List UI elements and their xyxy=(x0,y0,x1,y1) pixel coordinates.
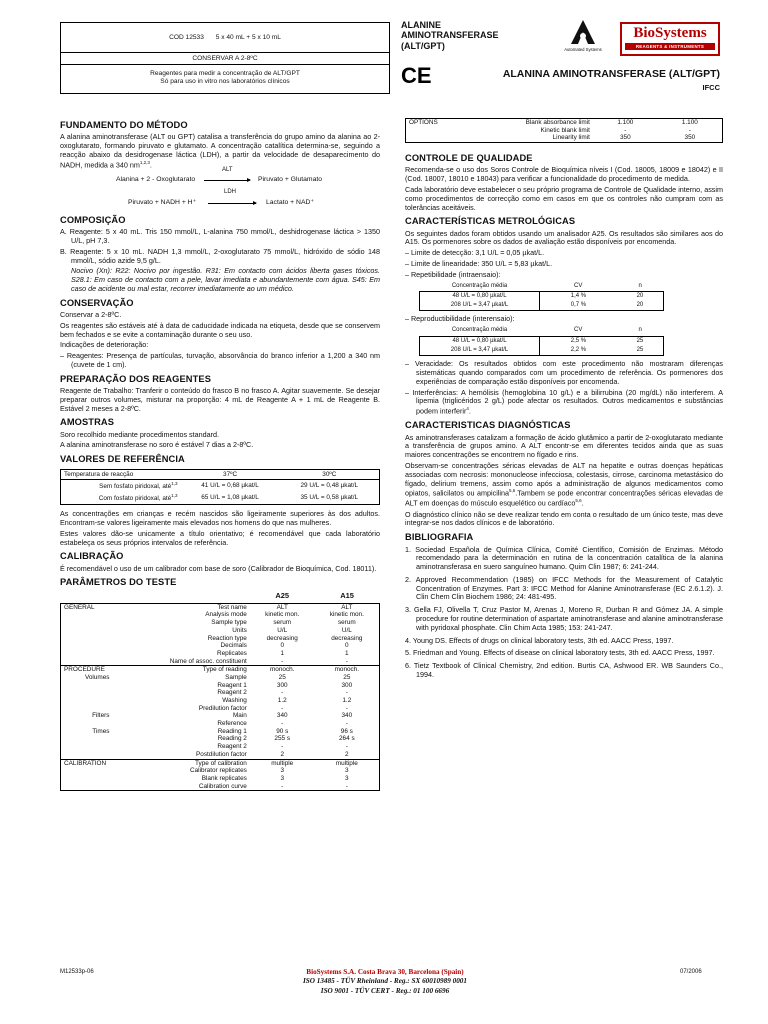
table-row: Decimals 0 0 xyxy=(220,642,349,650)
table-row: Units U/L U/L xyxy=(232,626,352,634)
heading-metrologicas: CARACTERÍSTICAS METROLÓGICAS xyxy=(405,216,576,227)
table-row: Reagent 2 - - xyxy=(217,689,348,697)
table-row: Calibration curve - - xyxy=(198,782,348,790)
diag-1: As aminotransferases catalizam a formação de ácido glutâmico a partir de 2-oxoglutarato mediante a transferência de grupos amino. A ALT encontr-se em diferentes tecidos ainda que as suas maiores concentrações se encontrem no fígado e rins. xyxy=(405,432,723,460)
metro-5: – Reproductibilidade (interensaio): xyxy=(405,314,515,324)
metro-1: Os seguintes dados foram obtidos usando um analisador A25. Os resultados são similares aos do A15. Os pormenores sobre os dados de avaliação estão disponíveis por encomenda. xyxy=(405,228,723,247)
valores-2: Estes valores dão-se unicamente a título orientativo; é recomendável que cada laboratório estabeleça os seus próprios intervalos de referência. xyxy=(60,528,380,547)
footer-code: M12533p-06 xyxy=(60,969,94,975)
table-row: Linearity limit 350 350 xyxy=(552,134,696,142)
table-row: Reading 2 255 s 264 s xyxy=(217,735,355,743)
table-row: Volumes Sample 25 25 xyxy=(61,674,380,682)
heading-calibracao: CALIBRAÇÃO xyxy=(60,551,124,562)
list-item: 4. Young DS. Effects of drugs on clinical laboratory tests, 3th ed. AACC Press, 1997. xyxy=(405,635,674,645)
storage-row: CONSERVAR A 2-8ºC xyxy=(61,53,389,65)
page-title: ALANINA AMINOTRANSFERASE (ALT/GPT) xyxy=(502,68,720,80)
table-row: Times Reading 1 90 s 96 s xyxy=(61,728,380,736)
conservacao-2: Os reagentes são estáveis até à data de caducidade indicada na etiqueta, desde que se conservem bem fechados e se evite a contaminação durante o seu uso. xyxy=(60,320,380,339)
logo-as-text: Automated Systems xyxy=(564,47,602,53)
heading-composicao: COMPOSIÇÃO xyxy=(60,214,126,225)
fundamento-text: A alanina aminotransferase (ALT ou GPT) catalisa a transferência do grupo amino da alanina ao 2-oxoglutarato, formando piruvato e glutamato. A concentração catalítica determina-se, seguindo a reacção abaixo da desidrogenase láctica (LDH), a partir da velocidade de desaparecimento do NADH, medida a 340 nm$^{1,2,3}$. xyxy=(60,132,380,170)
table-row: Reaction type decreasing decreasing xyxy=(207,634,363,642)
table-row: 48 U/L = 0,80 µkat/L 2,5 % 25 xyxy=(420,336,664,346)
metro-2: – Limite de detecção: 3,1 U/L = 0,05 µkat/L. xyxy=(405,248,545,258)
params-section-label: GENERAL xyxy=(64,603,95,611)
qc-1: Recomenda-se o uso dos Soros Controle de Bioquímica níveis I (Cod. 18005, 18009 e 18042) e II (Cod. 18007, 18010 e 18043) para verificar a funcionalidade do procedimento de medida. xyxy=(405,165,723,184)
amostras-1: Soro recolhido mediante procedimentos standard. xyxy=(60,429,220,439)
repeatability-table: Concentração média CV n 48 U/L = 0,80 µkat/L 1,4 % 20 208 U/L = 3,47 µkat/L 0,7 % 20 xyxy=(419,282,664,312)
params-section-label: PROCEDURE xyxy=(64,666,105,674)
metro-3: – Limite de linearidade: 350 U/L = 5,83 µkat/L. xyxy=(405,258,553,268)
params-body xyxy=(61,603,380,791)
footer-iso-1: ISO 13485 - TÜV Rheinland - Reg.: SX 60010989 0001 xyxy=(303,977,467,986)
right-column xyxy=(405,116,723,684)
eq1-right: Piruvato + Glutamato xyxy=(258,175,323,183)
automated-systems-logo xyxy=(556,18,610,58)
heading-amostras: AMOSTRAS xyxy=(60,417,114,428)
eq2-right: Lactato + NAD⁺ xyxy=(266,198,314,206)
table-row: Reagent 1 300 300 xyxy=(217,681,353,689)
conservacao-1: Conservar a 2-8ºC. xyxy=(60,309,122,319)
options-table xyxy=(405,118,723,143)
options-section-label: OPTIONS xyxy=(409,119,438,126)
preparacao-text: Reagente de Trabalho: Tranferir o conteúdo do frasco B no frasco A. Agitar suavemente. Se desejar preparar outros volumes, misturar na proporção: 4 mL de Reagente A + 1 mL de Reagente B. Estável 2 meses a 2-8ºC. xyxy=(60,385,380,413)
heading-qc: CONTROLE DE QUALIDADE xyxy=(405,153,533,164)
footer-iso-2: ISO 9001 - TÜV CERT - Reg.: 01 100 6696 xyxy=(320,986,450,995)
bibliography-list xyxy=(405,546,723,680)
eq2-enzyme: LDH xyxy=(224,188,237,195)
table-row: Calibrator replicates 3 3 xyxy=(189,767,349,775)
metro-6: – Veracidade: Os resultados obtidos com este procedimento não mostraram diferenças sistemáticas quando comparados com um procedimento de referência. Os pormenores dos experiências de comparação estão disponíveis por encomenda. xyxy=(405,359,723,386)
reference-values-table xyxy=(60,469,380,506)
qc-2: Cada laboratório deve estabelecer o seu próprio programa de Controle de Qualidade interno, assim como procedimentos de correcção como em casos em que os controles não cumpram com as tolerâncias aceitáveis. xyxy=(405,184,723,212)
ref-header-1: 37ºC xyxy=(223,470,238,478)
table-row: Predilution factor - - xyxy=(198,704,348,712)
eq1-arrow-icon xyxy=(204,180,250,181)
table-row: PROCEDURE Type of reading monoch. monoch. xyxy=(61,666,380,674)
header-code-row xyxy=(61,23,389,53)
footer-address: Costa Brava 30, Barcelona (Spain) xyxy=(357,968,464,976)
table-row: Washing 1.2 1.2 xyxy=(222,697,352,705)
page-subtitle: IFCC xyxy=(702,83,720,92)
header-info-box xyxy=(60,22,390,94)
product-code: COD 12533 xyxy=(169,34,204,41)
heading-valores: VALORES DE REFERÊNCIA xyxy=(60,454,185,465)
list-item: 6. Tietz Textbook of Clinical Chemistry, 2nd edition. Burtis CA, Ashwood ER. WB Saunders Co., 1994. xyxy=(405,661,723,679)
eq2-left: Piruvato + NADH + H⁺ xyxy=(128,198,197,206)
heading-parametros: PARÂMETROS DO TESTE xyxy=(60,577,177,588)
ce-mark-icon xyxy=(401,63,432,88)
diag-3: O diagnóstico clínico não se deve realizar tendo em conta o resultado de um único teste, mas deve integrar-se nos dados clínicos e de laboratório. xyxy=(405,509,723,528)
table-row: OPTIONS Blank absorbance limit 1.100 1.100 xyxy=(406,119,723,127)
table-row: Postdilution factor 2 2 xyxy=(196,750,349,758)
table-row: GENERAL Test name ALT ALT xyxy=(64,603,353,611)
conservacao-4: – Reagentes: Presença de partículas, turvação, absorvância do branco inferior a 1,200 a 340 nm (cuvete de 1 cm). xyxy=(60,351,380,369)
left-column xyxy=(60,116,380,791)
list-item: 1. Sociedad Española de Química Clínica, Comité Científico, Comisión de Enzimas. Método recomendado para la determinación en rutina de la concentración catalítica de la alanina aminotransferasa en suero sanguíneo humano. Quim Clin 1987; 6: 241-244. xyxy=(405,544,723,572)
heading-diagnosticas: CARACTERISTICAS DIAGNÓSTICAS xyxy=(405,420,571,431)
heading-bibliografia: BIBLIOGRAFIA xyxy=(405,532,474,543)
test-parameters-table xyxy=(60,591,380,792)
use-line-1: Reagentes para medir a concentração de ALT/GPT xyxy=(150,70,300,77)
params-section-label: CALIBRATION xyxy=(64,759,107,767)
list-item: 3. Gella FJ, Olivella T, Cruz Pastor M, Arenas J, Moreno R, Durban R and Gómez JA. A simple procedure for routine determination of aspartate aminotransferase and alanine aminotransferase with pyridoxal phosphate. Clin Chim Acta 1985; 153: 241-247. xyxy=(405,605,723,632)
calibracao-text: É recomendável o uso de um calibrador com base de soro (Calibrador de Bioquímica, Cod. 18011). xyxy=(60,563,377,573)
heading-conservacao: CONSERVAÇÃO xyxy=(60,297,134,308)
metro-7: – Interferências: A hemólisis (hemoglobina 10 g/L) e a bilirrubina (20 mg/dL) não interferem. A lipemia (triglicéridos 2 g/L) pode afectar os resultados. Outros medicamentos e substâncias podem interferir$^4$. xyxy=(405,387,723,416)
table-row: Reference - - xyxy=(217,720,348,728)
table-row: 208 U/L = 3,47 µkat/L 2,2 % 25 xyxy=(420,346,664,356)
product-name: ALANINE AMINOTRANSFERASE (ALT/GPT) xyxy=(401,20,499,51)
automated-systems-icon xyxy=(568,18,598,46)
table-row: Sem fosfato piridoxal, até$^{1,3}$ 41 U/L = 0,68 µkat/L 29 U/L = 0,48 µkat/L xyxy=(99,481,359,491)
eq1-enzyme: ALT xyxy=(222,166,233,173)
product-pack: 5 x 40 mL + 5 x 10 mL xyxy=(215,34,281,41)
heading-fundamento: FUNDAMENTO DO MÉTODO xyxy=(60,120,188,130)
table-row: 208 U/L = 3,47 µkat/L 0,7 % 20 xyxy=(420,301,664,311)
param-head-a15: A15 xyxy=(340,590,354,600)
table-row: Com fosfato piridoxal, até$^{1,3}$ 65 U/L = 1,08 µkat/L 35 U/L = 0,58 µkat/L xyxy=(98,493,359,503)
use-row xyxy=(61,65,389,93)
composition-b: B. Reagente: 5 x 10 mL. NADH 1,3 mmol/L, 2-oxoglutarato 75 mmol/L, hidróxido de sódio 148 mmol/L, sódio azide 9,5 g/L. xyxy=(60,246,380,265)
list-item: 2. Approved Recommendation (1985) on IFCC Methods for the Measurement of Catalytic Concentration of Enzymes. Part 3: IFCC Method for Alanine Aminotransferase (EC 2.6.1.2). J. Clin Chem Clin Biochem 1986; 24: 481-495. xyxy=(405,574,723,602)
params-subgroup-label: Volumes xyxy=(84,673,110,681)
svg-text:CE: CE xyxy=(401,63,432,88)
table-row: Name of assoc. constituent - - xyxy=(169,657,348,665)
logo-bs-sub: REAGENTS & INSTRUMENTS xyxy=(625,43,715,50)
conservacao-3: Indicações de deterioração: xyxy=(60,340,149,350)
composition-a: A. Reagente: 5 x 40 mL. Tris 150 mmol/L, L-alanina 750 mmol/L, deshidrogenase láctica > 1350 U/L, pH 7,3. xyxy=(60,227,380,245)
footer-company-name: BioSystems S.A. xyxy=(306,968,357,976)
params-subgroup-label: Filters xyxy=(92,712,110,720)
table-row: Reagent 2 - - xyxy=(217,743,348,751)
ref-header-0: Temperatura de reacção xyxy=(64,470,134,478)
biosystems-logo xyxy=(620,22,720,56)
table-row: Kinetic blank limit - - xyxy=(540,126,691,134)
table-row: Blank replicates 3 3 xyxy=(201,774,349,782)
metro-4: – Repetibilidade (intraensaio): xyxy=(405,269,501,279)
table-row: CALIBRATION Type of calibration multiple multiple xyxy=(61,759,380,767)
footer-company xyxy=(230,968,540,996)
table-row: Replicates 1 1 xyxy=(216,649,349,657)
param-head-a25: A25 xyxy=(275,590,290,600)
table-row: 48 U/L = 0,80 µkat/L 1,4 % 20 xyxy=(420,291,664,301)
list-item: 5. Friedman and Young. Effects of disease on clinical laboratory tests, 3th ed. AACC Press, 1997. xyxy=(405,648,715,658)
eq2-arrow-icon xyxy=(208,203,256,204)
table-row: Sample type serum serum xyxy=(211,619,356,627)
table-row: Analysis mode kinetic mon. kinetic mon. xyxy=(205,611,364,619)
amostras-2: A alanina aminotransferase no soro é estável 7 dias a 2-8ºC. xyxy=(60,440,254,450)
logo-bs-text: BioSystems xyxy=(633,25,707,41)
valores-1: As concentrações em crianças e recém nascidos são ligeiramente superiores às dos adultos. Encontram-se valores ligeiramente mais elevados nos homens do que nas mulheres. xyxy=(60,509,380,528)
reaction-equations xyxy=(60,166,380,211)
eq1-left: Alanina + 2 - Oxoglutarato xyxy=(116,175,196,183)
reproducibility-table: Concentração média CV n 48 U/L = 0,80 µkat/L 2,5 % 25 208 U/L = 3,47 µkat/L 2,2 % 25 xyxy=(419,326,664,356)
use-line-2: Só para uso in vitro nos laboratórios clínicos xyxy=(160,78,290,86)
diag-2: Observam-se concentrações séricas elevadas de ALT na hepatite e outras doenças hepáticas associadas com necrosis: mononucleose infecciosa, colestasis, cirrose, carcinoma metastásico do fígado, delirium tremens, assim como após a administração de algunos medicamentos como opiatos, salicilatos ou ampicilina$^{5,6}$.Tambem se pode encontrar concentrações séricas elevadas de ALT em doenças do músculo esquelético ou cardíaco$^{5,6}$. xyxy=(405,460,723,508)
table-row: Filters Main 340 340 xyxy=(61,712,380,720)
footer-date: 07/2006 xyxy=(680,969,702,975)
heading-preparacao: PREPARAÇÃO DOS REAGENTES xyxy=(60,373,211,384)
composition-warning: Nocivo (Xn): R22: Nocivo por ingestão. R31: Em contacto com ácidos liberta gases tóxicos. S28.1: Em caso de contacto com a pele, lavar imediata e abundantemente com água. S45: Em caso de acidente ou mal estar, recorrer imediatamente ao um médico. xyxy=(71,266,380,293)
ref-header-2: 30ºC xyxy=(322,470,337,478)
params-subgroup-label: Times xyxy=(92,727,110,735)
